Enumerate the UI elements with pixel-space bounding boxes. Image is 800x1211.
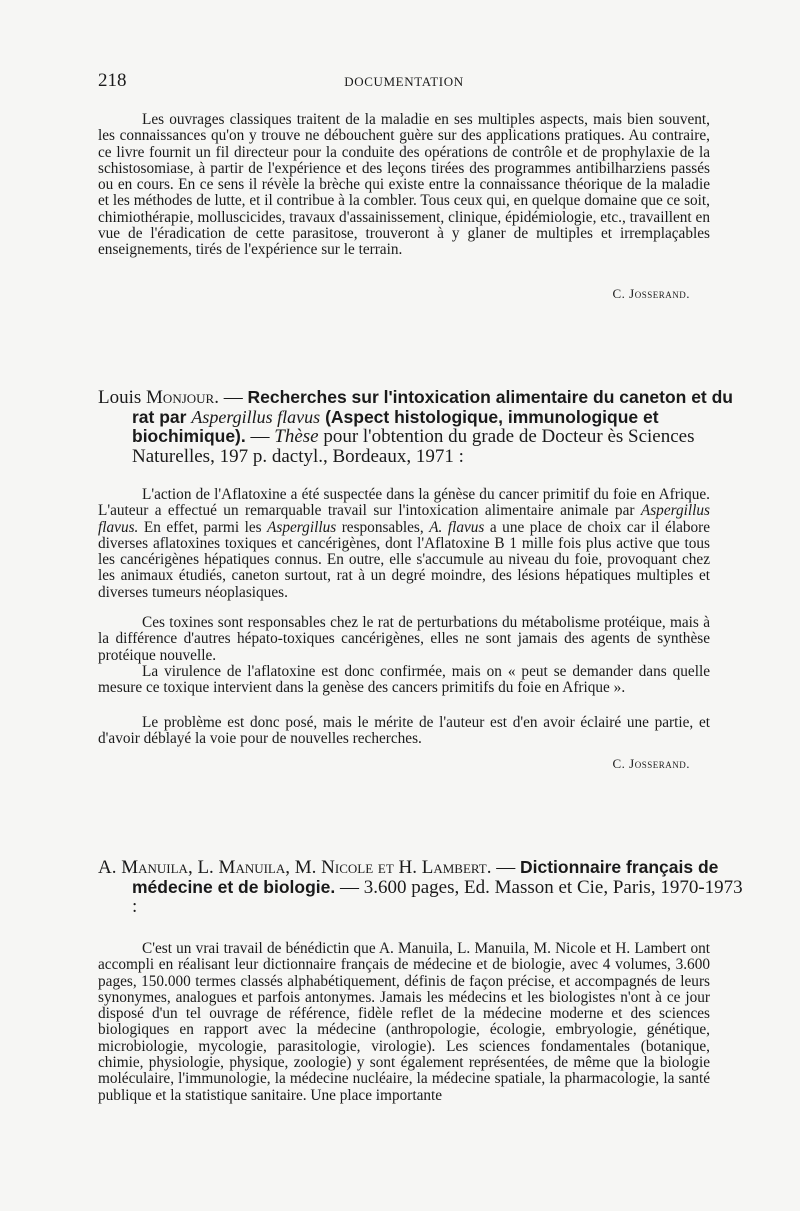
text-run: En effet, parmi les [143,518,262,536]
dash: — [223,387,243,408]
title-part: Recherches sur l'intoxication alimentaire du caneton et du rat par [132,387,733,427]
title-italic: Aspergillus flavus [191,406,321,427]
dash: — [496,857,516,878]
signature-josserand-1 [613,286,691,302]
signature-name: Josserand. [629,286,690,301]
entry-authors: A. Manuila, L. Manuila, M. Nicole et H. Lambert. [98,857,492,878]
entry-manuila-paragraph-1: C'est un vrai travail de bénédictin que A. Manuila, L. Manuila, M. Nicole et H. Lambert ont accompli en réalisant leur dictionnaire français de médecine et de biologie, avec 4 volumes, 3.600 pages, 150.000 termes classés alphabétiquement, définis de façon précise, et accompagnés de leurs synonymes, analogues et parfois antonymes. Jamais les médecins et les biologistes n'ont à ce jour disposé d'un tel ouvrage de référence, fidèle reflet de la médecine moderne et des sciences biologiques en rapport avec la médecine (anthropologie, écologie, embryologie, génétique, microbiologie, mycologie, parasitologie, virologie). Les sciences fondamentales (botanique, chimie, physiologie, physique, zoologie) y sont également représentées, de même que la biologie moléculaire, l'immunologie, la médecine nucléaire, la médecine spatiale, la pharmacologie, la santé publique et la statistique sanitaire. Une place importante [98,940,710,1104]
running-head: DOCUMENTATION [344,74,464,89]
entry-monjour-paragraph-4: Le problème est donc posé, mais le mérite de l'auteur est d'en avoir éclairé une partie, et d'avoir déblayé la voie pour de nouvelles recherches. [98,714,710,748]
author-last-name: Monjour. [146,387,219,408]
signature-initial: C. [612,286,626,301]
entry-title: Dictionnaire français de médecine et de biologie. [132,857,719,897]
text-run: L'action de l'Aflatoxine a été suspectée dans la génèse du cancer primitif du foie en Afrique. L'auteur a effectué un remarquable travail sur l'intoxication alimentaire animale par [98,486,710,520]
page-number: 218 [98,70,127,91]
text-run: responsables, [341,518,424,536]
dash: — [340,876,359,898]
author-first-name: Louis [98,387,142,408]
entry-manuila-heading [98,858,744,917]
signature-initial: C. [612,756,626,771]
entry-details: 3.600 pages, Ed. Masson et Cie, Paris, 1970-1973 : [132,876,743,917]
entry-monjour-paragraph-1 [98,487,710,601]
entry-monjour-paragraph-2: Ces toxines sont responsables chez le rat de perturbations du métabolisme protéique, mais à la différence d'autres hépato-toxiques cancérigènes, elles ne sont jamais des agents de synthèse protéique nouvelle. [98,614,710,664]
page-header [98,70,710,94]
dash: — [250,426,270,447]
signature-name: Josserand. [629,756,690,771]
entry-monjour-paragraph-3: La virulence de l'aflatoxine est donc confirmée, mais on « peut se demander dans quelle mesure ce toxique intervient dans la genèse des cancers primitifs du foie en Afrique ». [98,663,710,697]
text-run: a une place de choix car il élabore diverses aflatoxines toxiques et cancérigènes, dont l'Aflatoxine B 1 mille fois plus active que tous les cancérigènes hépatiques connus. En outre, elle s'accumule au niveau du foie, provoquant chez les animaux étudiés, caneton surtout, rat à un degré moindre, des lésions hépatiques multiples et diverses tumeurs néoplasiques. [98,518,711,601]
title-part: (Aspect histologique, immunologique et biochimique). [132,406,659,446]
signature-josserand-2 [613,756,691,772]
these-label: Thèse [274,426,319,447]
italic-run: A. flavus [429,518,485,536]
entry-monjour-heading [98,388,744,466]
review-continuation-paragraph: Les ouvrages classiques traitent de la maladie en ses multiples aspects, mais bien souvent, les connaissances qu'on y trouve ne débouchent guère sur des applications pratiques. Au contraire, ce livre fournit un fil directeur pour la conduite des opérations de contrôle et de prophylaxie de la schistosomiase, à partir de l'expérience et des leçons tirées des programmes antibilharziens passés ou en cours. En ce sens il révèle la brèche qui existe entre la connaissance théorique de la maladie et les méthodes de lutte, et il contribue à la combler. Tous ceux qui, en quelque domaine que ce soit, chimiothérapie, molluscicides, travaux d'assainissement, clinique, épidémiologie, etc., travaillent en vue de l'éradication de cette parasitose, trouveront à y glaner de multiples et irremplaçables enseignements, tirés de l'expérience sur le terrain. [98,111,710,259]
italic-run: Aspergillus flavus. [98,502,710,536]
entry-details: pour l'obtention du grade de Docteur ès Sciences Naturelles, 197 p. dactyl., Bordeaux, 1971 : [132,426,695,467]
italic-run: Aspergillus [267,518,337,536]
